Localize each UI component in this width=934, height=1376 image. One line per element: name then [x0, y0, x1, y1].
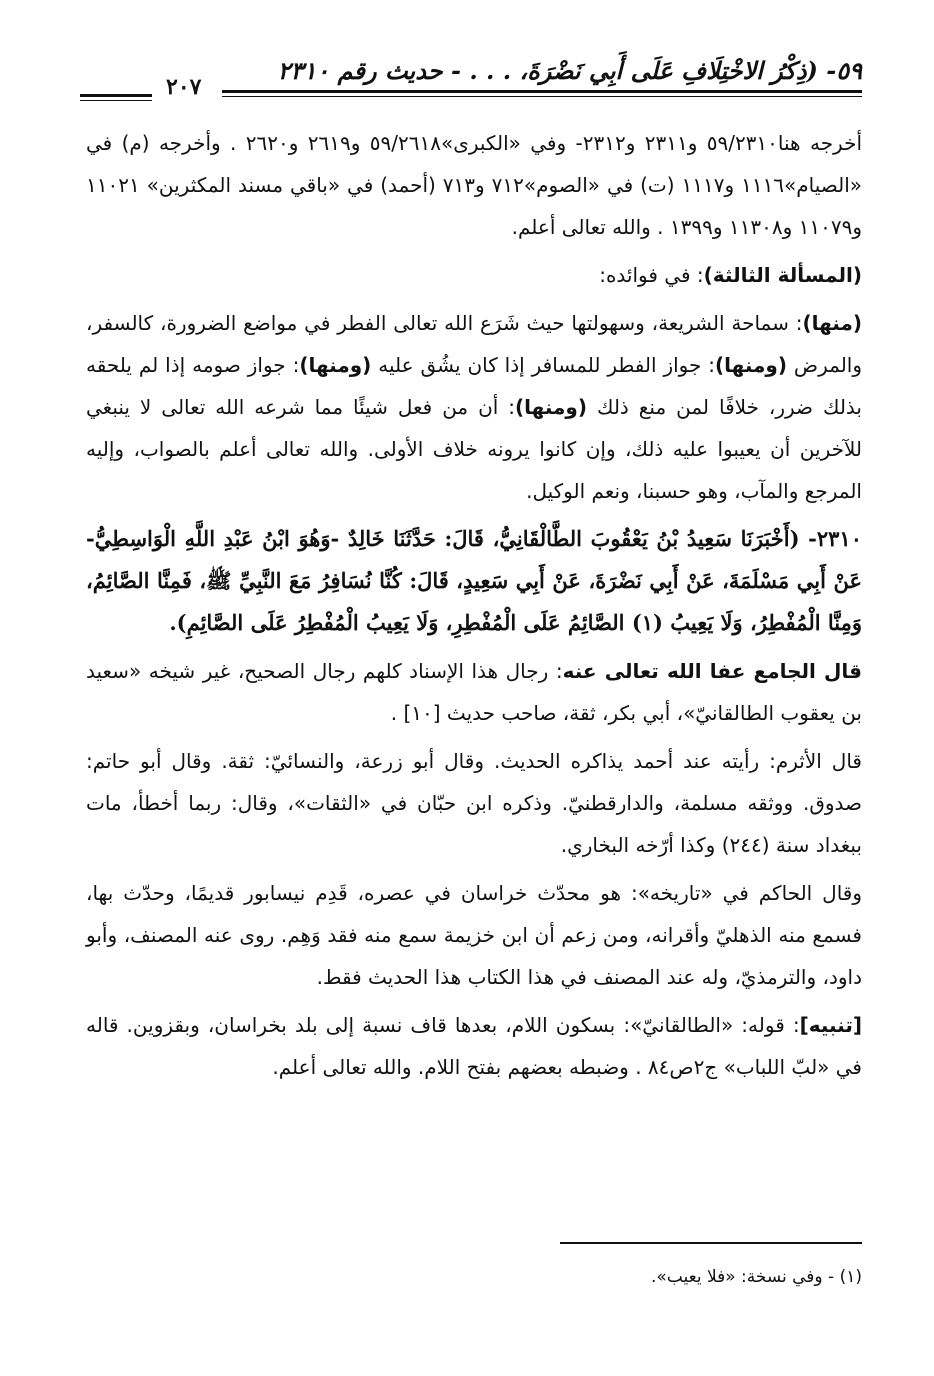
issue-label: (المسألة الثالثة)	[703, 263, 862, 287]
benefit-text-2: : جواز الفطر للمسافر إذا كان يشُق عليه	[371, 353, 716, 377]
benefit-label-1: (منها)	[802, 311, 862, 335]
benefit-label-3: (ومنها)	[299, 353, 372, 377]
benefit-text-4: : أن من فعل شيئًا مما شرعه الله تعالى لا ينبغي للآخرين أن يعيبوا عليه ذلك، وإن كانوا يرونه خلاف الأولى. والله تعالى أعلم بالصواب، وإليه المرجع والمآب، وهو حسبنا، ونعم الوكيل.	[86, 395, 862, 503]
narrator-grading-paragraph: قال الأثرم: رأيته عند أحمد يذاكره الحديث. وقال أبو زرعة، والنسائيّ: ثقة. وقال أبو حاتم: صدوق. ووثقه مسلمة، والدارقطنيّ. وذكره ابن حبّان في «الثقات»، وقال: ربما أخطأ، مات ببغداد سنة (٢٤٤) وكذا أرّخه البخاري.	[86, 749, 862, 857]
header-rule	[222, 90, 862, 93]
takhrij-paragraph: أخرجه هنا٥٩/٢٣١٠ و٢٣١١ و٢٣١٢- وفي «الكبرى»٥٩/٢٦١٨ و٢٦١٩ و٢٦٢٠ . وأخرجه (م) في «الصيام»١١١٦ و١١١٧ (ت) في «الصوم»٧١٢ و٧١٣ (أحمد) في «باقي مسند المكثرين» ١١٠٢١ و١١٠٧٩ و١١٣٠٨ و١٣٩٩ . والله تعالى أعلم.	[86, 131, 863, 239]
page-number-rule-thin	[80, 100, 152, 101]
benefit-label-4: (ومنها)	[515, 395, 588, 419]
chapter-title: ٥٩- (ذِكْرُ الاخْتِلَافِ عَلَى أَبِي نَضْرَةَ، . . . - حديث رقم ٢٣١٠	[277, 56, 862, 85]
page-number: ٢٠٧	[166, 74, 202, 100]
page-body	[86, 122, 862, 1094]
hadith-text: ٢٣١٠- (أَخْبَرَنَا سَعِيدُ بْنُ يَعْقُوبَ الطَّالْقَانِيُّ، قَالَ: حَدَّثَنَا خَالِدٌ -وَهُوَ ابْنُ عَبْدِ اللَّهِ الْوَاسِطِيُّ- عَنْ أَبِي مَسْلَمَةَ، عَنْ أَبِي نَضْرَةَ، عَنْ أَبِي سَعِيدٍ، قَالَ: كُنَّا نُسَافِرُ مَعَ النَّبِيِّ ﷺ، فَمِنَّا الصَّائِمُ، وَمِنَّا الْمُفْطِرُ، وَلَا يَعِيبُ (١) الصَّائِمُ عَلَى الْمُفْطِرِ، وَلَا يَعِيبُ الْمُفْطِرُ عَلَى الصَّائِمِ).	[86, 526, 862, 635]
header-rule-thin	[222, 96, 862, 97]
jami-comment-paragraph	[86, 650, 862, 734]
benefits-paragraph	[86, 302, 862, 512]
jami-text: : رجال هذا الإسناد كلهم رجال الصحيح، غير شيخه «سعيد بن يعقوب الطالقانيّ»، أبي بكر، ثقة، صاحب حديث [١٠] .	[86, 659, 862, 725]
footnote-rule	[560, 1242, 862, 1244]
jami-label: قال الجامع عفا الله تعالى عنه	[562, 659, 862, 683]
page-number-rule	[80, 94, 152, 97]
note-text: : قوله: «الطالقانيّ»: بسكون اللام، بعدها قاف نسبة إلى بلد بخراسان، وبقزوين. قاله في «لبّ اللباب» ج٢ص٨٤ . وضبطه بعضهم بفتح اللام. والله تعالى أعلم.	[86, 1013, 862, 1079]
benefit-text-1: : سماحة الشريعة، وسهولتها حيث شَرَع الله تعالى الفطر في مواضع الضرورة، كالسفر، والمرض	[86, 311, 862, 377]
note-paragraph	[86, 1004, 862, 1088]
issue-text: : في فوائده:	[599, 263, 704, 287]
footnote: (١) - وفي نسخة: «فلا يعيب».	[650, 1267, 862, 1287]
issue-heading-paragraph	[86, 254, 862, 296]
benefit-text-3: : جواز صومه إذا لم يلحقه بذلك ضرر، خلافًا لمن منع ذلك	[86, 353, 862, 419]
benefit-label-2: (ومنها)	[715, 353, 787, 377]
note-label: [تنبيه]	[799, 1013, 862, 1037]
running-header	[80, 52, 862, 110]
hakim-paragraph: وقال الحاكم في «تاريخه»: هو محدّث خراسان في عصره، قَدِم نيسابور قديمًا، وحدّث بها، فسمع منه الذهليّ وأقرانه، ومن زعم أن ابن خزيمة سمع منه فقد وَهِم. روى عنه المصنف، وأبو داود، والترمذيّ، وله عند المصنف في هذا الكتاب هذا الحديث فقط.	[86, 881, 862, 989]
